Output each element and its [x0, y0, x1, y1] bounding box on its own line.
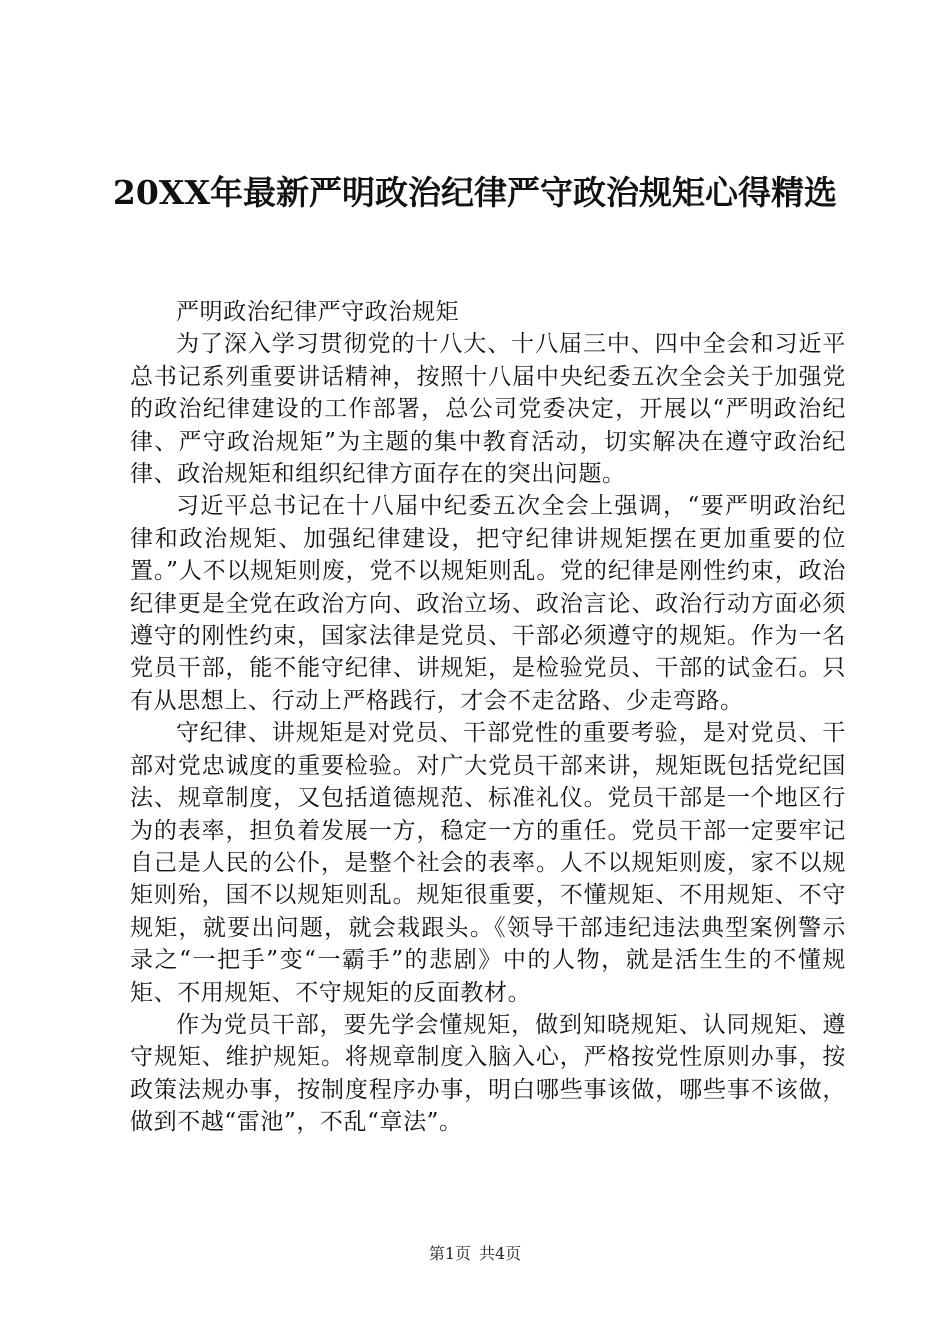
- page-total: 共4页: [479, 1244, 522, 1263]
- page-footer: [0, 1244, 950, 1264]
- page-number: 第1页: [428, 1244, 471, 1263]
- paragraph-subtitle: 严明政治纪律严守政治规矩: [176, 299, 460, 325]
- document-body: [130, 296, 846, 1139]
- paragraph: 习近平总书记在十八届中纪委五次全会上强调，“要严明政治纪律和政治规矩、加强纪律建设，把守纪律讲规矩摆在更加重要的位置。”人不以规矩则废，党不以规矩则乱。党的纪律是刚性约束，政治纪律更是全党在政治方向、政治立场、政治言论、政治行动方面必须遵守的刚性约束，国家法律是党员、干部必须遵守的规矩。作为一名党员干部，能不能守纪律、讲规矩，是检验党员、干部的试金石。只有从思想上、行动上严格践行，才会不走岔路、少走弯路。: [130, 493, 846, 714]
- paragraph: 为了深入学习贯彻党的十八大、十八届三中、四中全会和习近平总书记系列重要讲话精神，按照十八届中央纪委五次全会关于加强党的政治纪律建设的工作部署，总公司党委决定，开展以“严明政治纪律、严守政治规矩”为主题的集中教育活动，切实解决在遵守政治纪律、政治规矩和组织纪律方面存在的突出问题。: [130, 331, 846, 488]
- paragraph: 守纪律、讲规矩是对党员、干部党性的重要考验，是对党员、干部对党忠诚度的重要检验。对广大党员干部来讲，规矩既包括党纪国法、规章制度，又包括道德规范、标准礼仪。党员干部是一个地区行为的表率，担负着发展一方，稳定一方的重任。党员干部一定要牢记自己是人民的公仆，是整个社会的表率。人不以规矩则废，家不以规矩则殆，国不以规矩则乱。规矩很重要，不懂规矩、不用规矩、不守规矩，就要出问题，就会栽跟头。《领导干部违纪违法典型案例警示录之“一把手”变“一霸手”的悲剧》中的人物，就是活生生的不懂规矩、不用规矩、不守规矩的反面教材。: [130, 720, 846, 1006]
- paragraph: 作为党员干部，要先学会懂规矩，做到知晓规矩、认同规矩、遵守规矩、维护规矩。将规章制度入脑入心，严格按党性原则办事，按政策法规办事，按制度程序办事，明白哪些事该做，哪些事不该做，做到不越“雷池”，不乱“章法”。: [130, 1011, 846, 1136]
- document-title: 20XX年最新严明政治纪律严守政治规矩心得精选: [112, 173, 838, 212]
